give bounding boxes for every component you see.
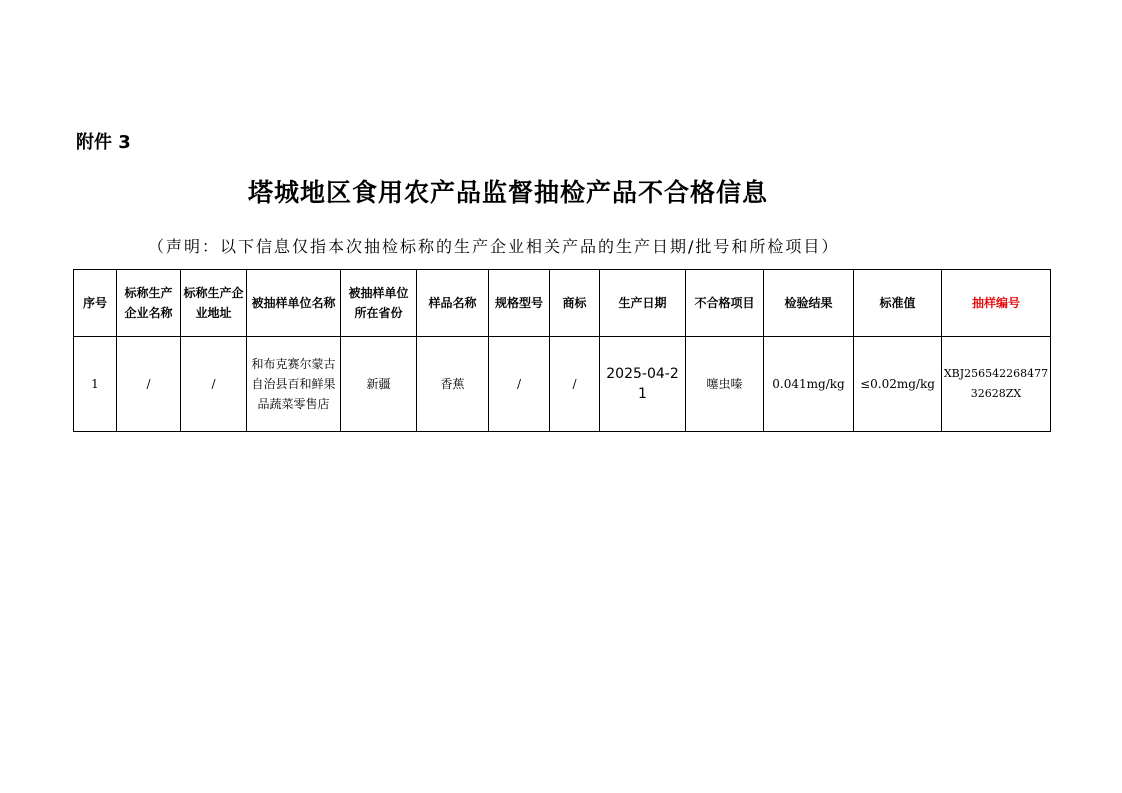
attachment-label: 附件 3 <box>76 132 131 153</box>
header-serial-number: 序号 <box>74 270 117 337</box>
cell-serial-number: 1 <box>74 337 117 432</box>
header-sampling-number: 抽样编号 <box>942 270 1051 337</box>
header-test-result: 检验结果 <box>764 270 854 337</box>
header-manufacturer-name: 标称生产企业名称 <box>117 270 181 337</box>
cell-sample-name: 香蕉 <box>417 337 489 432</box>
header-production-date: 生产日期 <box>600 270 686 337</box>
table-header-row <box>74 270 1051 337</box>
header-nonconforming-item: 不合格项目 <box>686 270 764 337</box>
cell-sampled-unit-province: 新疆 <box>341 337 417 432</box>
cell-manufacturer-address: / <box>181 337 247 432</box>
cell-sampled-unit-name: 和布克赛尔蒙古自治县百和鲜果品蔬菜零售店 <box>247 337 341 432</box>
cell-manufacturer-name: / <box>117 337 181 432</box>
cell-production-date: 2025-04-21 <box>600 337 686 432</box>
cell-trademark: / <box>550 337 600 432</box>
header-trademark: 商标 <box>550 270 600 337</box>
cell-specification: / <box>489 337 550 432</box>
header-sample-name: 样品名称 <box>417 270 489 337</box>
header-manufacturer-address: 标称生产企业地址 <box>181 270 247 337</box>
cell-nonconforming-item: 噻虫嗪 <box>686 337 764 432</box>
disclaimer-statement: （声明：以下信息仅指本次抽检标称的生产企业相关产品的生产日期/批号和所检项目） <box>148 237 840 256</box>
header-standard-value: 标准值 <box>854 270 942 337</box>
cell-test-result: 0.041mg/kg <box>764 337 854 432</box>
document-title: 塔城地区食用农产品监督抽检产品不合格信息 <box>247 178 768 207</box>
header-sampled-unit-name: 被抽样单位名称 <box>247 270 341 337</box>
cell-sampling-number: XBJ25654226847732628ZX <box>942 337 1051 432</box>
header-sampled-unit-province: 被抽样单位所在省份 <box>341 270 417 337</box>
nonconforming-products-table <box>73 269 1051 432</box>
header-specification: 规格型号 <box>489 270 550 337</box>
table-row <box>74 337 1051 432</box>
cell-standard-value: ≤0.02mg/kg <box>854 337 942 432</box>
